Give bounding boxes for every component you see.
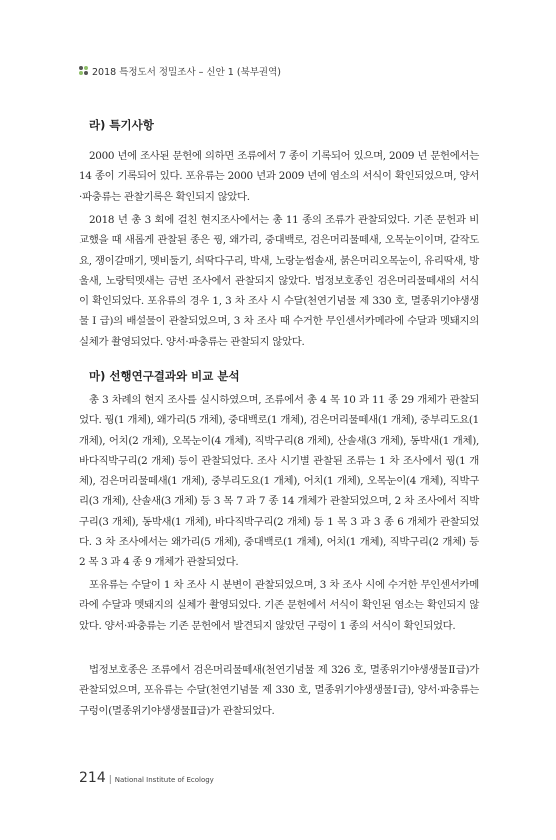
organization-name: National Institute of Ecology xyxy=(114,776,214,784)
paragraph: 법정보호종은 조류에서 검은머리물떼새(천연기념물 제 326 호, 멸종위기야생생물Ⅱ급)가 관찰되었으며, 포유류는 수달(천연기념물 제 330 호, 멸종위기야생생물Ⅰ급), 양서·파충류는 구렁이(멸종위기야생생물Ⅱ급)가 관찰되었다. xyxy=(79,664,479,717)
paragraph: 포유류는 수달이 1 차 조사 시 분변이 관찰되었으며, 3 차 조사 시에 수거한 무인센서카메라에 수달과 멧돼지의 실체가 촬영되었다. 기존 문헌에서 서식이 확인된 염소는 확인되지 않았다. 양서·파충류는 기존 문헌에서 발견되지 않았던 구렁이 1 종의 서식이 확인되었다. xyxy=(79,579,479,632)
section-title-comparison: 마) 선행연구결과와 비교 분석 xyxy=(89,369,240,383)
page-number: 214 xyxy=(79,770,106,786)
page-footer xyxy=(79,767,214,786)
paragraph: 2018 년 총 3 회에 걸친 현지조사에서는 총 11 종의 조류가 관찰되었다. 기존 문헌과 비교했을 때 새롭게 관찰된 종은 꿩, 왜가리, 중대백로, 검은머리물떼새, 오목눈이이며, 갈작도요, 쟁이갈매기, 멧비둘기, 쇠딱다구리, 박새, 노랑눈썹솔새, 붉은머리오목눈이, 유리딱새, 방울새, 노랑턱멧새는 금번 조사에서 관찰되지 않았다. 법정보호종인 검은머리물떼새의 서식이 확인되었다. 포유류의 경우 1, 3 차 조사 시 수달(천연기념물 제 330 호, 멸종위기야생생물 I 급)의 배설물이 관찰되었으며, 3 차 조사 때 수거한 무인센서카메라에 수달과 멧돼지의 실체가 촬영되었다. 양서·파충류는 관찰되지 않았다. xyxy=(79,214,479,348)
running-header xyxy=(79,64,479,78)
paragraph: 총 3 차례의 현지 조사를 실시하였으며, 조류에서 총 4 목 10 과 11 종 29 개체가 관찰되었다. 꿩(1 개체), 왜가리(5 개체), 중대백로(1 개체), 검은머리물떼새(1 개체), 중부리도요(1 개체), 어치(2 개체), 오목눈이(4 개체), 직박구리(8 개체), 산솔새(3 개체), 동박새(1 개체), 바다직박구리(2 개체) 등이 관찰되었다. 조사 시기별 관찰된 조류는 1 차 조사에서 꿩(1 개체), 검은머리물떼새(1 개체), 중부리도요(1 개체), 어치(1 개체), 오목눈이(4 개체), 직박구리(3 개체), 산솔새(3 개체) 등 3 목 7 과 7 종 14 개체가 관찰되었으며, 2 차 조사에서 직박구리(3 개체), 동박새(1 개체), 바다직박구리(2 개체) 등 1 목 3 과 3 종 6 개체가 관찰되었다. 3 차 조사에서는 왜가리(5 개체), 중대백로(1 개체), 어치(1 개체), 직박구리(2 개체) 등 2 목 3 과 4 종 9 개체가 관찰되었다. xyxy=(79,394,479,569)
paragraph: 2000 년에 조사된 문헌에 의하면 조류에서 7 종이 기록되어 있으며, 2009 년 문헌에서는 14 종이 기록되어 있다. 포유류는 2000 년과 2009 년에 염소의 서식이 확인되었으며, 양서·파충류는 관찰기록은 확인되지 않았다. xyxy=(79,150,479,203)
header-bullet-icon xyxy=(79,66,89,76)
section-title-special-notes: 라) 특기사항 xyxy=(89,118,154,132)
footer-separator: | xyxy=(108,775,112,785)
header-title: 2018 특정도서 정밀조사 – 신안 1 (북부권역) xyxy=(92,67,281,78)
